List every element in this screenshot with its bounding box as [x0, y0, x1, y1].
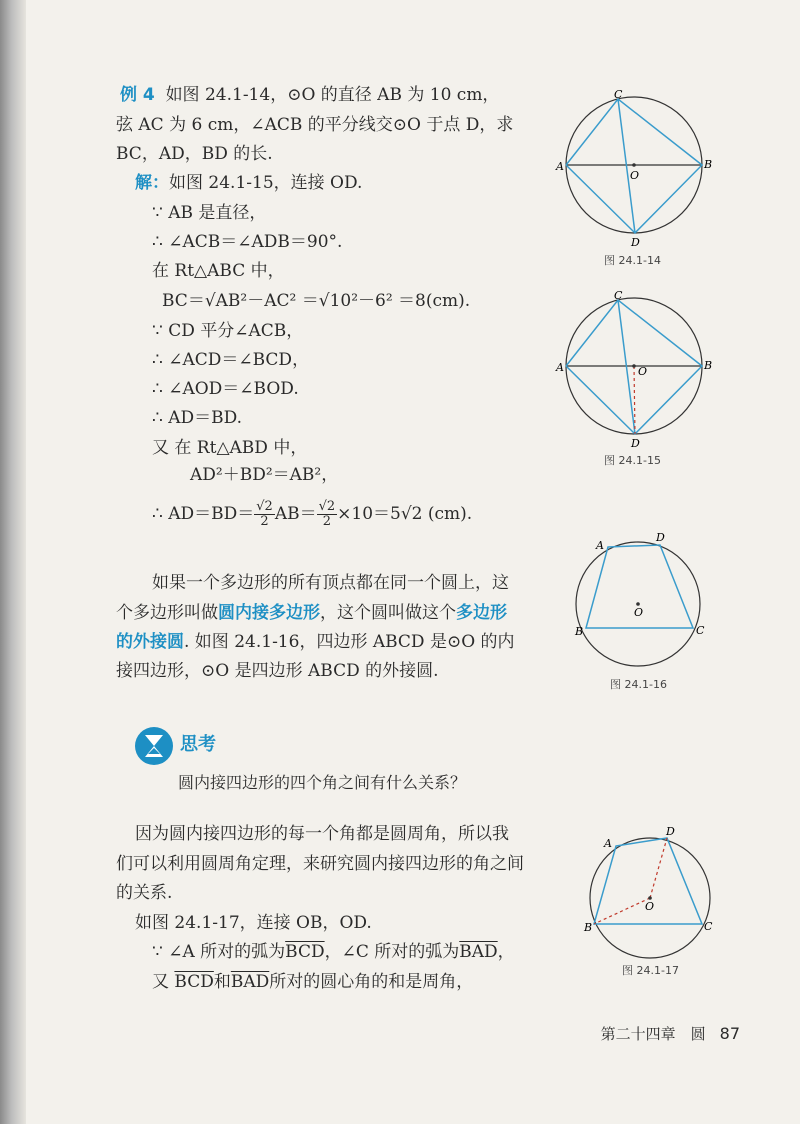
term-circumcircle-part2: 的外接圆 — [116, 632, 184, 652]
think-title: 思考 — [180, 734, 216, 755]
final-fraction-2 — [317, 500, 338, 529]
solution-step-8: ∴ AD＝BD. — [152, 408, 243, 428]
figure-24-1-15 — [550, 290, 720, 450]
definition-line-2 — [116, 602, 507, 624]
definition-line-3 — [116, 631, 515, 653]
definition-line-4: 接四边形，⊙O 是四边形 ABCD 的外接圆. — [116, 661, 439, 681]
example-line-1 — [120, 84, 499, 106]
think-question: 圆内接四边形的四个角之间有什么关系？ — [178, 773, 467, 792]
fig2-label-c: C — [614, 290, 623, 302]
final-prefix: ∴ AD＝BD＝ — [152, 504, 255, 524]
continuation-text-5a: ∵ ∠A 所对的弧为 — [152, 942, 286, 962]
arc-bcd: $\overline{BCD}$ — [285, 942, 325, 962]
continuation-line-4: 如图 24.1-17，连接 OB，OD. — [135, 913, 372, 933]
fig4-label-b: B — [584, 921, 593, 934]
fig1-label-d: D — [631, 236, 640, 249]
continuation-line-1: 因为圆内接四边形的每一个角都是圆周角，所以我 — [135, 824, 509, 844]
figure-24-1-17 — [580, 820, 720, 960]
fig3-label-c: C — [696, 624, 705, 637]
solution-step-1: ∵ AB 是直径， — [152, 203, 267, 223]
fig4-label-c: C — [704, 920, 713, 933]
continuation-text-5c: ， — [497, 942, 515, 962]
definition-text-2b: ，这个圆叫做这个 — [320, 603, 456, 623]
final-fraction-1 — [254, 500, 275, 529]
continuation-text-6a: 又 — [152, 972, 175, 992]
definition-text-2a: 个多边形叫做 — [116, 603, 218, 623]
fig3-label-d: D — [656, 531, 665, 544]
continuation-text-5b: ，∠C 所对的弧为 — [324, 942, 460, 962]
fig3-label-a: A — [596, 539, 604, 552]
solution-step-10: AD²＋BD²＝AB²， — [190, 465, 339, 485]
fig2-label-d: D — [631, 437, 640, 450]
fig1-label-c: C — [614, 90, 623, 101]
fig2-label-b: B — [704, 359, 713, 372]
arc-bad-2: $\overline{BAD}$ — [230, 972, 270, 992]
fig4-caption: 图 24.1-17 — [622, 964, 679, 977]
continuation-text-6c: 所对的圆心角的和是周角， — [269, 972, 474, 992]
page-number: 87 — [719, 1024, 740, 1043]
fig1-center-point — [632, 163, 636, 167]
example-line-2: 弦 AC 为 6 cm，∠ACB 的平分线交⊙O 于点 D，求 — [116, 115, 514, 135]
example-line-3: BC，AD，BD 的长. — [116, 144, 273, 164]
term-inscribed-polygon: 圆内接多边形 — [218, 603, 320, 623]
fig2-center-point — [632, 364, 636, 368]
frac-2-numerator: √2 — [318, 499, 336, 514]
definition-line-1: 如果一个多边形的所有顶点都在同一个圆上，这 — [152, 573, 509, 593]
solution-step-4: BC＝√AB²－AC² ＝√10²－6² ＝8(cm). — [162, 291, 471, 311]
think-hourglass-icon — [134, 726, 174, 766]
solution-step-5: ∵ CD 平分∠ACB， — [152, 321, 304, 341]
fig1-chord-cd — [618, 99, 635, 233]
fig2-chord-cd — [618, 300, 635, 434]
example-label: 例 4 — [120, 85, 155, 105]
solution-intro-text: 如图 24.1-15，连接 OD. — [169, 173, 363, 193]
final-mid: AB＝ — [274, 504, 317, 524]
solution-step-6: ∴ ∠ACD＝∠BCD， — [152, 350, 310, 370]
fig2-label-o: O — [638, 365, 648, 378]
example-text-1: 如图 24.1-14，⊙O 的直径 AB 为 10 cm， — [165, 85, 500, 105]
solution-final — [152, 500, 472, 529]
fig1-caption: 图 24.1-14 — [604, 254, 661, 267]
continuation-text-6b: 和 — [213, 972, 231, 992]
arc-bad: $\overline{BAD}$ — [459, 942, 498, 962]
solution-step-2: ∴ ∠ACB＝∠ADB＝90°. — [152, 232, 343, 252]
chapter-title: 第二十四章 圆 — [600, 1025, 706, 1043]
solution-label: 解： — [135, 173, 169, 193]
fig3-label-b: B — [575, 625, 584, 638]
frac-1-numerator: √2 — [256, 499, 273, 514]
solution-step-9: 又 在 Rt△ABD 中， — [152, 438, 308, 458]
fig4-label-d: D — [666, 825, 675, 838]
fig2-caption: 图 24.1-15 — [604, 454, 661, 467]
fig3-caption: 图 24.1-16 — [610, 678, 667, 691]
solution-step-3: 在 Rt△ABC 中， — [152, 261, 285, 281]
fig4-dashed-od — [650, 838, 667, 898]
fig4-dashed-ob — [594, 898, 650, 924]
solution-intro — [135, 172, 362, 194]
fig1-label-o: O — [630, 169, 640, 182]
continuation-line-6 — [152, 971, 473, 993]
fig4-label-o: O — [645, 900, 655, 913]
fig1-label-a: A — [556, 160, 564, 173]
arc-bcd-2: $\overline{BCD}$ — [174, 972, 214, 992]
continuation-line-5 — [152, 941, 515, 963]
figure-24-1-16 — [566, 524, 716, 674]
figure-24-1-14 — [550, 90, 720, 250]
page-footer — [601, 1023, 740, 1044]
fig2-label-a: A — [556, 361, 564, 374]
continuation-line-2: 们可以利用圆周角定理，来研究圆内接四边形的角之间 — [116, 854, 524, 874]
frac-2-denominator: 2 — [322, 514, 332, 529]
term-circumcircle-part1: 多边形 — [456, 603, 507, 623]
fig3-label-o: O — [634, 606, 644, 619]
book-binding-shadow — [0, 0, 26, 1124]
solution-step-7: ∴ ∠AOD＝∠BOD. — [152, 379, 299, 399]
fig1-label-b: B — [704, 158, 713, 171]
frac-1-denominator: 2 — [260, 514, 269, 529]
continuation-line-3: 的关系. — [116, 883, 173, 903]
definition-text-3b: . 如图 24.1-16，四边形 ABCD 是⊙O 的内 — [184, 632, 515, 652]
final-suffix: ×10＝5√2 (cm). — [337, 504, 473, 524]
fig4-label-a: A — [604, 837, 612, 850]
